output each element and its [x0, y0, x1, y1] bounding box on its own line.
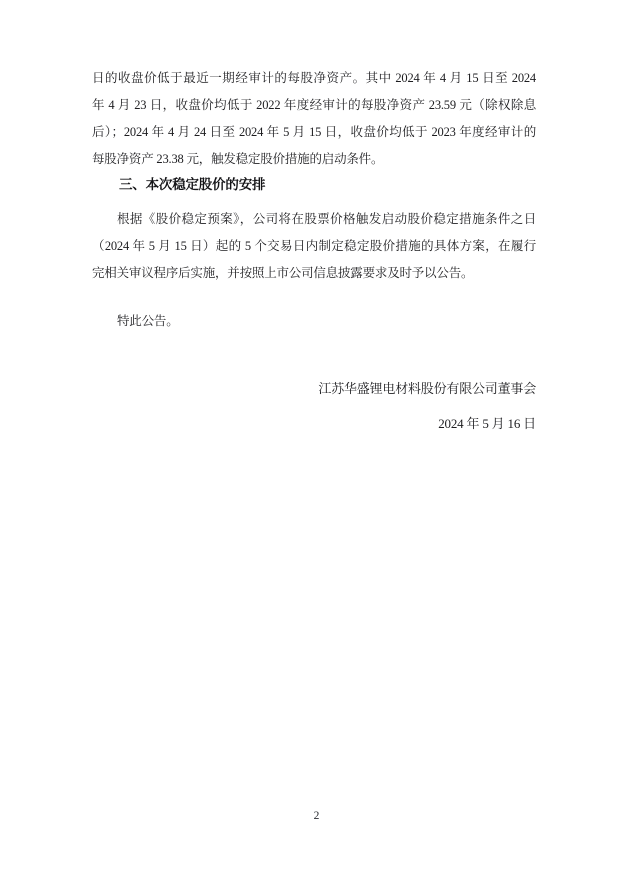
paragraph-body — [92, 206, 536, 287]
text-line: 年 4 月 23 日，收盘价均低于 2022 年度经审计的每股净资产 23.59 元（除权除息 — [92, 98, 536, 112]
text-line: 完相关审议程序后实施，并按照上市公司信息披露要求及时予以公告。 — [92, 266, 474, 280]
company-signature: 江苏华盛锂电材料股份有限公司董事会 — [318, 381, 536, 396]
text-line: 日的收盘价低于最近一期经审计的每股净资产。其中 2024 年 4 月 15 日至 2024 — [92, 71, 536, 85]
page-number: 2 — [313, 810, 320, 822]
text-line: 后）；2024 年 4 月 24 日至 2024 年 5 月 15 日，收盘价均低于 2023 年度经审计的 — [92, 125, 536, 139]
announcement-date: 2024 年 5 月 16 日 — [438, 416, 536, 431]
text-line: 每股净资产 23.38 元，触发稳定股价措施的启动条件。 — [92, 152, 384, 166]
page-content — [92, 65, 536, 437]
text-line: 根据《股价稳定预案》，公司将在股票价格触发启动股价稳定措施条件之日 — [117, 212, 536, 226]
text-line: （2024 年 5 月 15 日）起的 5 个交易日内制定稳定股价措施的具体方案，在履行 — [92, 239, 536, 253]
closing-statement: 特此公告。 — [117, 314, 179, 328]
section-heading: 三、本次稳定股价的安排 — [119, 177, 266, 192]
paragraph-continuation — [92, 65, 536, 173]
